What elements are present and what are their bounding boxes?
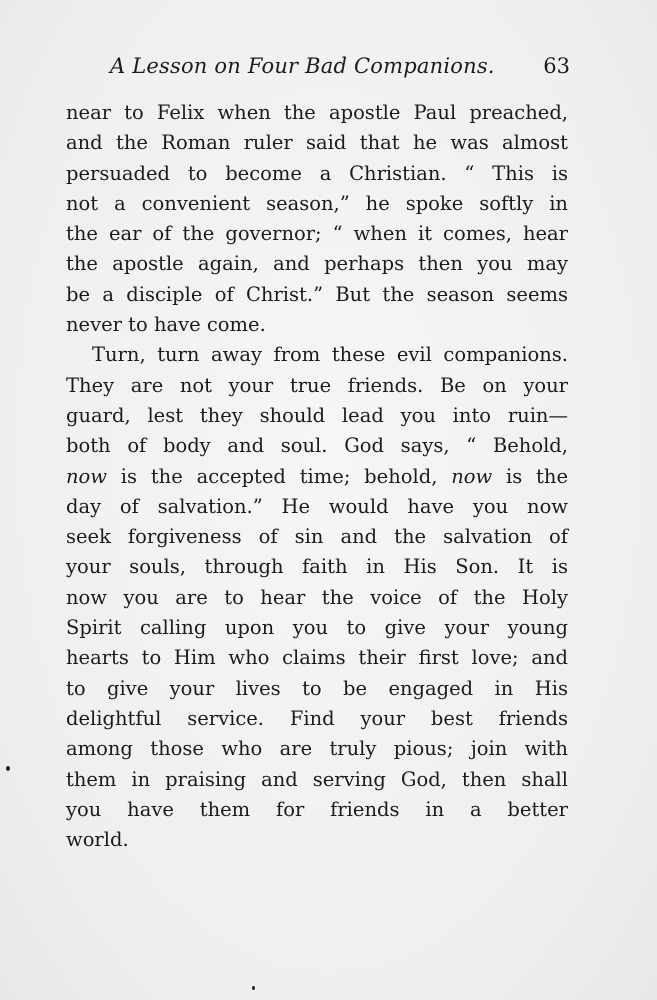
text-line — [66, 159, 568, 189]
text-line — [66, 795, 568, 825]
body-text — [66, 98, 568, 855]
text-line — [66, 189, 568, 219]
line-text: among those who are truly pious; join with — [66, 737, 568, 761]
line-text: you have them for friends in a better — [66, 797, 568, 821]
text-line — [66, 734, 568, 764]
line-text: They are not your true friends. Be on your — [66, 373, 568, 397]
line-text: world. — [66, 828, 129, 852]
page-number: 63 — [543, 54, 570, 78]
text-line — [66, 219, 568, 249]
text-line — [66, 249, 568, 279]
running-head — [104, 54, 570, 84]
text-line — [66, 401, 568, 431]
paragraph — [66, 340, 568, 855]
line-text: seek forgiveness of sin and the salvation of — [66, 525, 568, 549]
line-text: and the Roman ruler said that he was almost — [66, 131, 568, 155]
text-line — [66, 280, 568, 310]
italic-text: now — [451, 464, 493, 488]
text-line — [66, 825, 568, 855]
paragraph — [66, 98, 568, 340]
line-text: not a convenient season,” he spoke softly in — [66, 191, 568, 215]
line-text: guard, lest they should lead you into ruin— — [66, 403, 568, 427]
text-line — [66, 371, 568, 401]
line-text: day of salvation.” He would have you now — [66, 494, 568, 518]
line-text: is the — [492, 464, 568, 488]
line-text: near to Felix when the apostle Paul preached, — [66, 101, 568, 124]
line-text: now you are to hear the voice of the Holy — [66, 585, 568, 609]
line-text: delightful service. Find your best friends — [66, 706, 568, 730]
line-text: be a disciple of Christ.” But the season seems — [66, 282, 568, 306]
text-line — [66, 128, 568, 158]
line-text: Spirit calling upon you to give your young — [66, 616, 568, 640]
text-line — [66, 765, 568, 795]
text-line — [66, 674, 568, 704]
text-line — [66, 613, 568, 643]
line-text: is the accepted time; behold, — [107, 464, 452, 488]
line-text: persuaded to become a Christian. “ This is — [66, 161, 568, 185]
italic-text: now — [66, 464, 107, 488]
running-head-title: A Lesson on Four Bad Companions. — [110, 54, 495, 78]
line-text: never to have come. — [66, 313, 266, 337]
print-speck — [6, 766, 10, 771]
line-text: them in praising and serving God, then shall — [66, 767, 568, 791]
text-line — [66, 340, 568, 370]
print-speck — [252, 986, 255, 990]
text-line — [66, 431, 568, 461]
text-line — [66, 492, 568, 522]
text-line — [66, 643, 568, 673]
line-text: both of body and soul. God says, “ Behold, — [66, 434, 568, 458]
line-text: the ear of the governor; “ when it comes, hear — [66, 222, 568, 246]
line-text: the apostle again, and perhaps then you may — [66, 252, 568, 276]
text-line — [66, 583, 568, 613]
text-line — [66, 98, 568, 128]
text-line — [66, 552, 568, 582]
line-text: Turn, turn away from these evil companions. — [92, 343, 568, 367]
line-text: your souls, through faith in His Son. It is — [66, 555, 568, 579]
text-line — [66, 522, 568, 552]
line-text: to give your lives to be engaged in His — [66, 676, 568, 700]
text-line — [66, 462, 568, 492]
text-line — [66, 704, 568, 734]
line-text: hearts to Him who claims their first love; and — [66, 646, 568, 670]
text-line — [66, 310, 568, 340]
